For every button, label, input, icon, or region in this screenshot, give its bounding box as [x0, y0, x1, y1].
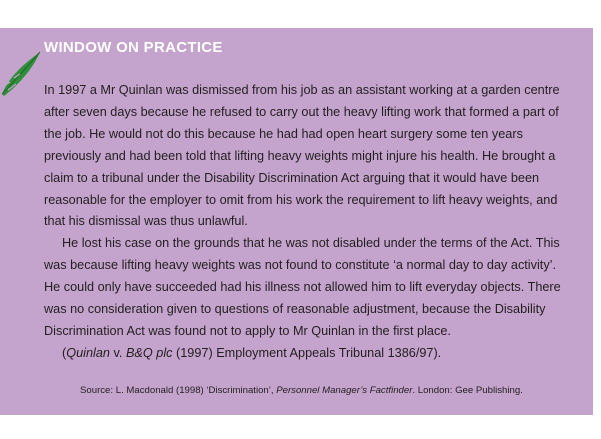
source-suffix: . London: Gee Publishing.: [412, 385, 523, 396]
source-publication: Personnel Manager’s Factfinder: [276, 385, 413, 396]
leaf-icon: [0, 42, 44, 98]
citation-open: (: [62, 345, 67, 360]
case-citation: [44, 343, 564, 365]
paragraph-2: He lost his case on the grounds that he was not disabled under the terms of the Act. This was because lifting heavy weights was not found to constitute ‘a normal day to day activity’. He could only have succeeded had his illness not allowed him to lift everyday objects. There was no consideration given to questions of reasonable adjustment, because the Disability Discrimination Act was found not to apply to Mr Quinlan in the first place.: [44, 236, 561, 338]
source-prefix: Source: L. Macdonald (1998) ‘Discrimination’,: [80, 385, 277, 396]
source-line: [80, 384, 523, 398]
citation-v: v.: [109, 345, 126, 360]
box-title: WINDOW ON PRACTICE: [44, 39, 223, 56]
citation-rest: (1997) Employment Appeals Tribunal 1386/97).: [172, 345, 442, 360]
box-body: [44, 80, 564, 365]
citation-party-2: B&Q plc: [125, 345, 173, 360]
paragraph-1: In 1997 a Mr Quinlan was dismissed from his job as an assistant working at a garden centre after seven days because he refused to carry out the heavy lifting work that formed a part of the job. He would not do this because he had had open heart surgery some ten years previously and had been told that lifting heavy weights might injure his health. He brought a claim to a tribunal under the Disability Discrimination Act arguing that it would have been reasonable for the employer to omit from his work the requirement to lift heavy weights, and that his dismissal was thus unlawful.: [44, 83, 560, 229]
citation-party-1: Quinlan: [66, 345, 110, 360]
